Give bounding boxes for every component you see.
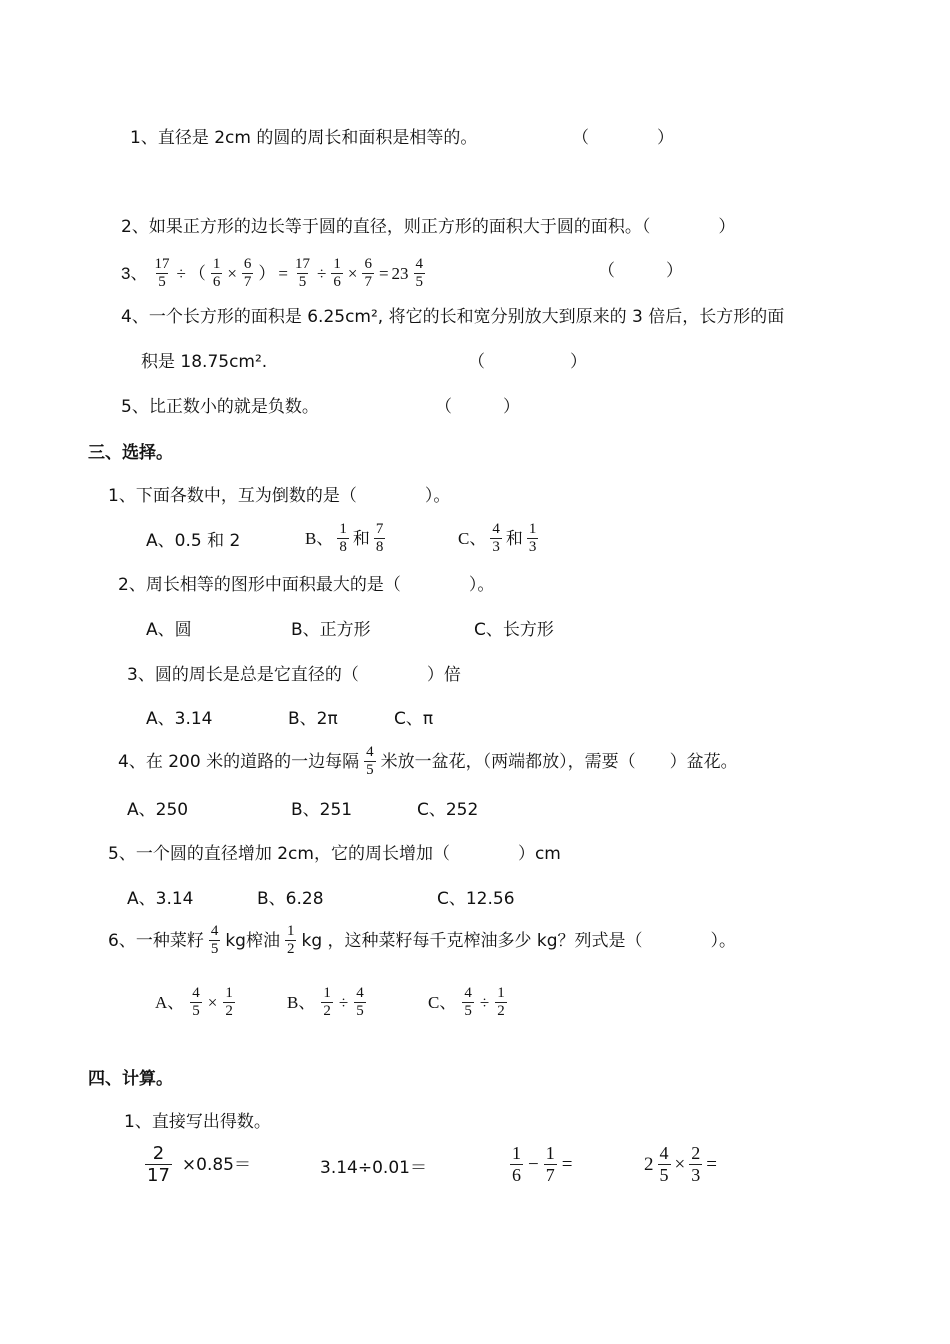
fraction: $\frac{1}{3}$ [528,521,537,555]
fraction: $\frac{4}{5}$ [659,1143,669,1185]
fraction: $\frac{1}{2}$ [497,985,505,1019]
fraction: $\frac{4}{5}$ [210,923,219,957]
section-title-calc: 四、计算。 [88,1069,173,1089]
fraction: $\frac{2}{17}$ [147,1143,170,1186]
fraction: $\frac{1}{6}$ [212,256,221,290]
choice-3-text: 3、圆的周长是总是它直径的（ ）倍 [127,665,461,685]
judge-4-text: 4、一个长方形的面积是 6.25cm², 将它的长和宽分别放大到原来的 3 倍后，长方形的面 [121,307,785,327]
fraction: $\frac{4}{5}$ [415,256,424,290]
option-label: A、 [155,992,185,1012]
divide-sign: ÷ [317,263,327,283]
multiply-sign: × [227,263,237,283]
choice-6-text-mid: kg榨油 [225,930,280,951]
choice-6-text-post: kg ，这种菜籽每千克榨油多少 kg？列式是（ ）。 [301,930,737,951]
choice-6-option-c[interactable] [428,985,509,1020]
divide-sign: ÷ [176,263,186,283]
calc-expr-1 [143,1143,251,1186]
choice-4-text [118,744,738,779]
divide-sign: ÷ [338,992,349,1012]
choice-1-option-a[interactable]: A、0.5 和 2 [146,531,241,551]
fraction: $\frac{6}{7}$ [243,256,252,290]
fraction: $\frac{1}{7}$ [545,1143,555,1185]
choice-6-option-a[interactable] [155,985,237,1020]
fraction: $\frac{17}{5}$ [295,256,310,290]
choice-1-option-c[interactable] [458,521,540,556]
fraction: $\frac{6}{7}$ [364,256,372,290]
judge-4-text2: 积是 18.75cm². [141,352,268,372]
choice-4-option-c[interactable]: C、252 [417,800,479,820]
multiply-sign: × [674,1153,686,1175]
choice-1-option-b[interactable] [305,521,387,556]
choice-6-text [108,923,736,958]
choice-6-text-pre: 6、一种菜籽 [108,930,204,951]
fraction: $\frac{2}{3}$ [691,1143,701,1185]
option-label: C、 [458,528,487,548]
fraction: $\frac{1}{2}$ [286,923,295,957]
judge-1-answer[interactable]: （ ） [572,128,674,148]
equals-sign: = [561,1153,573,1175]
judge-3-answer[interactable]: （ ） [598,261,683,281]
calc-subtitle: 1、直接写出得数。 [124,1112,271,1132]
judge-1 [130,127,477,149]
option-label: B、 [305,528,334,548]
choice-4-text-pre: 4、在 200 米的道路的一边每隔 [118,751,360,772]
judge-4-answer[interactable]: （ ） [468,352,587,372]
fraction: $\frac{4}{3}$ [492,521,500,555]
right-paren: ） [258,263,276,283]
fraction: $\frac{1}{2}$ [323,985,331,1019]
fraction: $\frac{4}{5}$ [192,985,200,1019]
minus-sign: − [528,1153,539,1175]
choice-3-option-c[interactable]: C、π [394,709,434,729]
judge-5-answer[interactable]: （ ） [435,397,520,417]
section-title-choice: 三、选择。 [88,443,173,463]
fraction: $\frac{1}{6}$ [333,256,341,290]
choice-2-option-b[interactable]: B、正方形 [291,620,371,640]
choice-5-option-b[interactable]: B、6.28 [257,889,324,909]
calc-expr-2: 3.14÷0.01＝ [320,1158,427,1178]
fraction: $\frac{4}{5}$ [366,744,374,778]
equals-sign: = [706,1153,717,1175]
choice-6-option-b[interactable] [287,985,368,1020]
multiply-sign: × [347,263,358,283]
choice-3-option-a[interactable]: A、3.14 [146,709,213,729]
choice-4-option-b[interactable]: B、251 [291,800,353,820]
left-paren: （ [188,263,206,283]
fraction: $\frac{4}{5}$ [356,985,364,1019]
choice-1-text: 1、下面各数中，互为倒数的是（ ）。 [108,486,451,506]
choice-4-option-a[interactable]: A、250 [127,800,189,820]
judge-2-answer[interactable]: （ ） [641,217,736,237]
option-label: C、 [428,992,457,1012]
judge-2 [121,216,735,238]
choice-2-option-c[interactable]: C、长方形 [474,620,554,640]
and-word: 和 [352,528,370,548]
judge-3 [121,256,427,291]
calc-expr-4 [644,1143,717,1186]
judge-3-label: 3、 [121,263,148,283]
choice-5-option-c[interactable]: C、12.56 [437,889,515,909]
mixed-whole: 2 [644,1153,654,1175]
fraction: $\frac{17}{5}$ [154,256,170,290]
multiply-sign: × [207,992,218,1012]
judge-2-text: 2、如果正方形的边长等于圆的直径，则正方形的面积大于圆的面积。 [121,217,642,237]
choice-3-option-b[interactable]: B、2π [288,709,338,729]
fraction: $\frac{4}{5}$ [464,985,472,1019]
choice-2-option-a[interactable]: A、圆 [146,620,192,640]
choice-4-text-post: 米放一盆花，（两端都放），需要（ ）盆花。 [380,751,738,772]
fraction: $\frac{1}{8}$ [339,521,347,555]
fraction: $\frac{7}{8}$ [375,521,384,555]
and-word: 和 [505,528,523,548]
fraction: $\frac{1}{6}$ [512,1143,521,1185]
calc-expr-3 [508,1143,572,1186]
judge-5-text: 5、比正数小的就是负数。 [121,397,319,417]
choice-5-text: 5、一个圆的直径增加 2cm，它的周长增加（ ）cm [108,844,561,864]
equals-sign: = [378,263,389,283]
calc-expr-1-rest: ×0.85＝ [181,1154,252,1175]
mixed-whole: 23 [391,263,409,283]
option-label: B、 [287,992,316,1012]
choice-5-option-a[interactable]: A、3.14 [127,889,194,909]
choice-2-text: 2、周长相等的图形中面积最大的是（ ）。 [118,575,495,595]
equals-sign: = [278,263,288,283]
judge-1-text: 1、直径是 2cm 的圆的周长和面积是相等的。 [130,128,478,148]
divide-sign: ÷ [479,992,490,1012]
fraction: $\frac{1}{2}$ [225,985,233,1019]
